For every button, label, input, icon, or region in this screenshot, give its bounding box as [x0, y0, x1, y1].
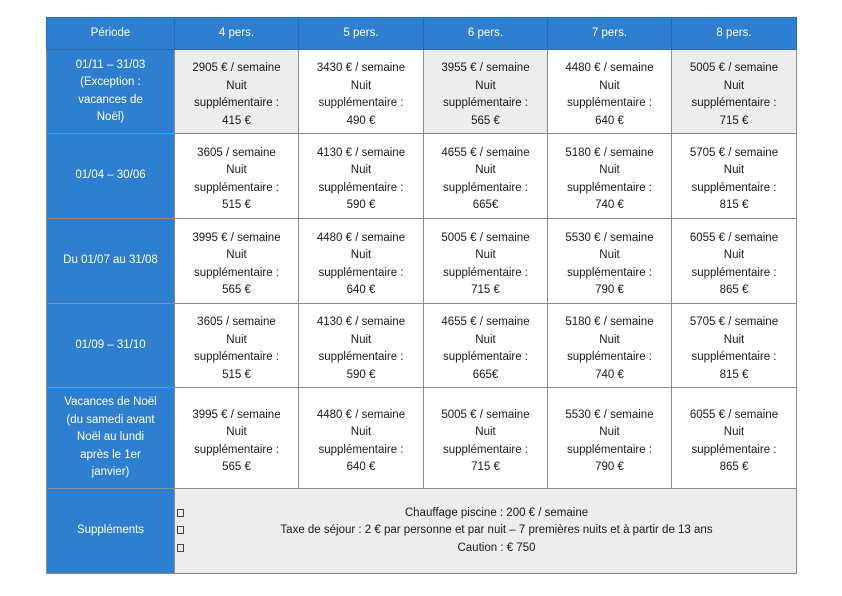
week-price: 4480 € / semaine [565, 62, 654, 74]
supplement-item [177, 505, 794, 523]
period-line: (Exception : [80, 76, 141, 88]
extra-night-label: supplémentaire : [318, 443, 404, 456]
night-price: 665€ [472, 368, 499, 381]
extra-night-label: Nuit [475, 164, 496, 176]
price-cell [424, 219, 548, 304]
price-cell [175, 134, 299, 219]
night-price: 865 € [719, 284, 749, 296]
extra-night-label: Nuit [350, 79, 372, 92]
extra-night-label: supplémentaire : [691, 443, 777, 456]
extra-night-label: Nuit [475, 249, 496, 261]
column-header-6-pers: 6 pers. [424, 18, 548, 50]
price-cell [548, 304, 672, 388]
supplements-list [177, 505, 794, 558]
night-price: 865 € [719, 461, 749, 473]
week-price: 3955 € / semaine [441, 62, 530, 74]
price-cell [299, 134, 424, 219]
extra-night-label: supplémentaire : [442, 443, 529, 456]
period-line: (du samedi avant [66, 413, 155, 426]
extra-night-label: supplémentaire : [193, 97, 280, 109]
extra-night-label: Nuit [350, 249, 372, 261]
extra-night-label: Nuit [723, 164, 745, 176]
extra-night-label: Nuit [599, 249, 620, 261]
week-price: 5705 € / semaine [689, 146, 779, 159]
period-line: après le 1er [80, 448, 141, 461]
extra-night-label: supplémentaire : [566, 97, 653, 109]
period-line: janvier) [91, 466, 130, 479]
price-cell [175, 219, 299, 304]
week-price: 4480 € / semaine [316, 231, 406, 244]
supplements-label: Suppléments [47, 489, 175, 574]
extra-night-label: supplémentaire : [691, 351, 777, 363]
night-price: 590 € [346, 199, 376, 211]
night-price: 415 € [222, 114, 251, 127]
period-line: Du 01/07 au 31/08 [63, 254, 158, 267]
night-price: 640 € [346, 461, 376, 473]
supplements-row [47, 489, 797, 574]
extra-night-label: supplémentaire : [442, 266, 529, 279]
week-price: 5005 € / semaine [441, 231, 530, 244]
header-row [47, 18, 797, 50]
price-cell [672, 388, 797, 489]
period-line: 01/04 – 30/06 [75, 169, 146, 182]
extra-night-label: Nuit [350, 426, 372, 438]
column-header-4-pers: 4 pers. [175, 18, 299, 50]
price-cell [424, 50, 548, 134]
extra-night-label: Nuit [350, 164, 372, 176]
period-line: vacances de [78, 93, 143, 106]
price-cell [672, 304, 797, 388]
period-line: Vacances de Noël [64, 396, 157, 409]
table-row [47, 50, 797, 134]
night-price: 640 € [346, 284, 376, 296]
column-header-5-pers: 5 pers. [299, 18, 424, 50]
price-cell [548, 388, 672, 489]
price-cell [299, 304, 424, 388]
extra-night-label: supplémentaire : [566, 351, 653, 363]
extra-night-label: supplémentaire : [442, 181, 529, 194]
night-price: 715 € [471, 284, 500, 296]
week-price: 3605 / semaine [197, 146, 276, 159]
night-price: 790 € [595, 461, 624, 473]
extra-night-label: Nuit [226, 164, 247, 176]
price-cell [299, 219, 424, 304]
night-price: 565 € [222, 461, 251, 473]
extra-night-label: supplémentaire : [442, 351, 529, 363]
extra-night-label: supplémentaire : [691, 181, 777, 194]
extra-night-label: Nuit [599, 426, 620, 438]
price-cell [175, 388, 299, 489]
night-price: 565 € [471, 114, 500, 127]
extra-night-label: Nuit [350, 333, 372, 346]
period-cell [47, 50, 175, 134]
night-price: 640 € [595, 114, 624, 127]
price-cell [548, 219, 672, 304]
night-price: 815 € [719, 368, 749, 381]
week-price: 3430 € / semaine [316, 62, 406, 74]
extra-night-label: supplémentaire : [318, 351, 404, 363]
extra-night-label: supplémentaire : [566, 443, 653, 456]
night-price: 565 € [222, 284, 251, 296]
week-price: 5530 € / semaine [565, 231, 654, 244]
extra-night-label: supplémentaire : [193, 351, 280, 363]
supplement-text: Taxe de séjour : 2 € par personne et par nuit – 7 premières nuits et à partir de 13 ans [280, 524, 713, 537]
price-cell [175, 50, 299, 134]
night-price: 740 € [595, 199, 624, 211]
extra-night-label: Nuit [475, 426, 496, 438]
checkbox-bullet-icon [177, 544, 184, 552]
price-cell [299, 388, 424, 489]
period-header: Période [47, 18, 175, 50]
extra-night-label: supplémentaire : [442, 97, 529, 109]
week-price: 3995 € / semaine [192, 231, 281, 244]
period-line: Noël) [96, 111, 125, 123]
supplement-text: Caution : € 750 [457, 541, 536, 554]
extra-night-label: Nuit [599, 164, 620, 176]
price-cell [548, 50, 672, 134]
period-cell [47, 304, 175, 388]
extra-night-label: Nuit [475, 79, 496, 92]
night-price: 790 € [595, 284, 624, 296]
week-price: 5180 € / semaine [565, 146, 654, 159]
night-price: 715 € [471, 461, 500, 473]
night-price: 715 € [719, 114, 749, 127]
period-line: 01/11 – 31/03 [75, 58, 146, 71]
night-price: 515 € [222, 368, 251, 381]
rates-table [46, 17, 797, 574]
extra-night-label: supplémentaire : [691, 97, 777, 109]
price-cell [424, 134, 548, 219]
extra-night-label: Nuit [723, 79, 745, 92]
week-price: 4130 € / semaine [316, 146, 406, 159]
extra-night-label: supplémentaire : [566, 266, 653, 279]
period-cell [47, 134, 175, 219]
night-price: 815 € [719, 199, 749, 211]
price-cell [548, 134, 672, 219]
week-price: 4655 € / semaine [441, 316, 530, 328]
extra-night-label: supplémentaire : [566, 181, 653, 194]
week-price: 5005 € / semaine [689, 62, 779, 74]
period-line: Noël au lundi [76, 431, 145, 444]
week-price: 3605 / semaine [197, 316, 276, 328]
checkbox-bullet-icon [177, 526, 184, 534]
supplement-text: Chauffage piscine : 200 € / semaine [404, 506, 589, 519]
period-line: 01/09 – 31/10 [75, 338, 146, 351]
extra-night-label: supplémentaire : [193, 181, 280, 194]
night-price: 740 € [595, 368, 624, 381]
column-header-8-pers: 8 pers. [672, 18, 797, 50]
extra-night-label: supplémentaire : [691, 266, 777, 279]
week-price: 4480 € / semaine [316, 408, 406, 421]
night-price: 590 € [346, 368, 376, 381]
extra-night-label: Nuit [723, 249, 745, 261]
price-cell [299, 50, 424, 134]
table-row [47, 304, 797, 388]
night-price: 490 € [346, 114, 376, 127]
supplements-list-cell [175, 489, 797, 574]
price-cell [424, 304, 548, 388]
price-cell [175, 304, 299, 388]
extra-night-label: supplémentaire : [318, 266, 404, 279]
extra-night-label: Nuit [226, 249, 247, 261]
column-header-7-pers: 7 pers. [548, 18, 672, 50]
price-cell [672, 134, 797, 219]
table-row [47, 388, 797, 489]
night-price: 665€ [472, 199, 499, 211]
extra-night-label: Nuit [599, 333, 620, 346]
extra-night-label: supplémentaire : [193, 266, 280, 279]
extra-night-label: Nuit [475, 333, 496, 346]
night-price: 515 € [222, 199, 251, 211]
extra-night-label: supplémentaire : [193, 443, 280, 456]
week-price: 2905 € / semaine [192, 62, 281, 74]
week-price: 6055 € / semaine [689, 231, 779, 244]
period-cell [47, 388, 175, 489]
supplement-item [177, 540, 794, 558]
price-cell [424, 388, 548, 489]
extra-night-label: Nuit [226, 426, 247, 438]
extra-night-label: supplémentaire : [318, 181, 404, 194]
week-price: 5705 € / semaine [689, 316, 779, 328]
supplement-item [177, 522, 794, 540]
extra-night-label: Nuit [723, 426, 745, 438]
week-price: 5530 € / semaine [565, 408, 654, 421]
week-price: 5005 € / semaine [441, 408, 530, 421]
checkbox-bullet-icon [177, 509, 184, 517]
week-price: 3995 € / semaine [192, 408, 281, 421]
extra-night-label: Nuit [226, 333, 247, 346]
extra-night-label: Nuit [599, 79, 620, 92]
table-row [47, 219, 797, 304]
extra-night-label: supplémentaire : [318, 97, 404, 109]
week-price: 6055 € / semaine [689, 408, 779, 421]
price-cell [672, 50, 797, 134]
week-price: 5180 € / semaine [565, 316, 654, 328]
extra-night-label: Nuit [723, 333, 745, 346]
table-row [47, 134, 797, 219]
week-price: 4130 € / semaine [316, 316, 406, 328]
period-cell [47, 219, 175, 304]
extra-night-label: Nuit [226, 79, 247, 92]
week-price: 4655 € / semaine [441, 146, 530, 159]
price-cell [672, 219, 797, 304]
